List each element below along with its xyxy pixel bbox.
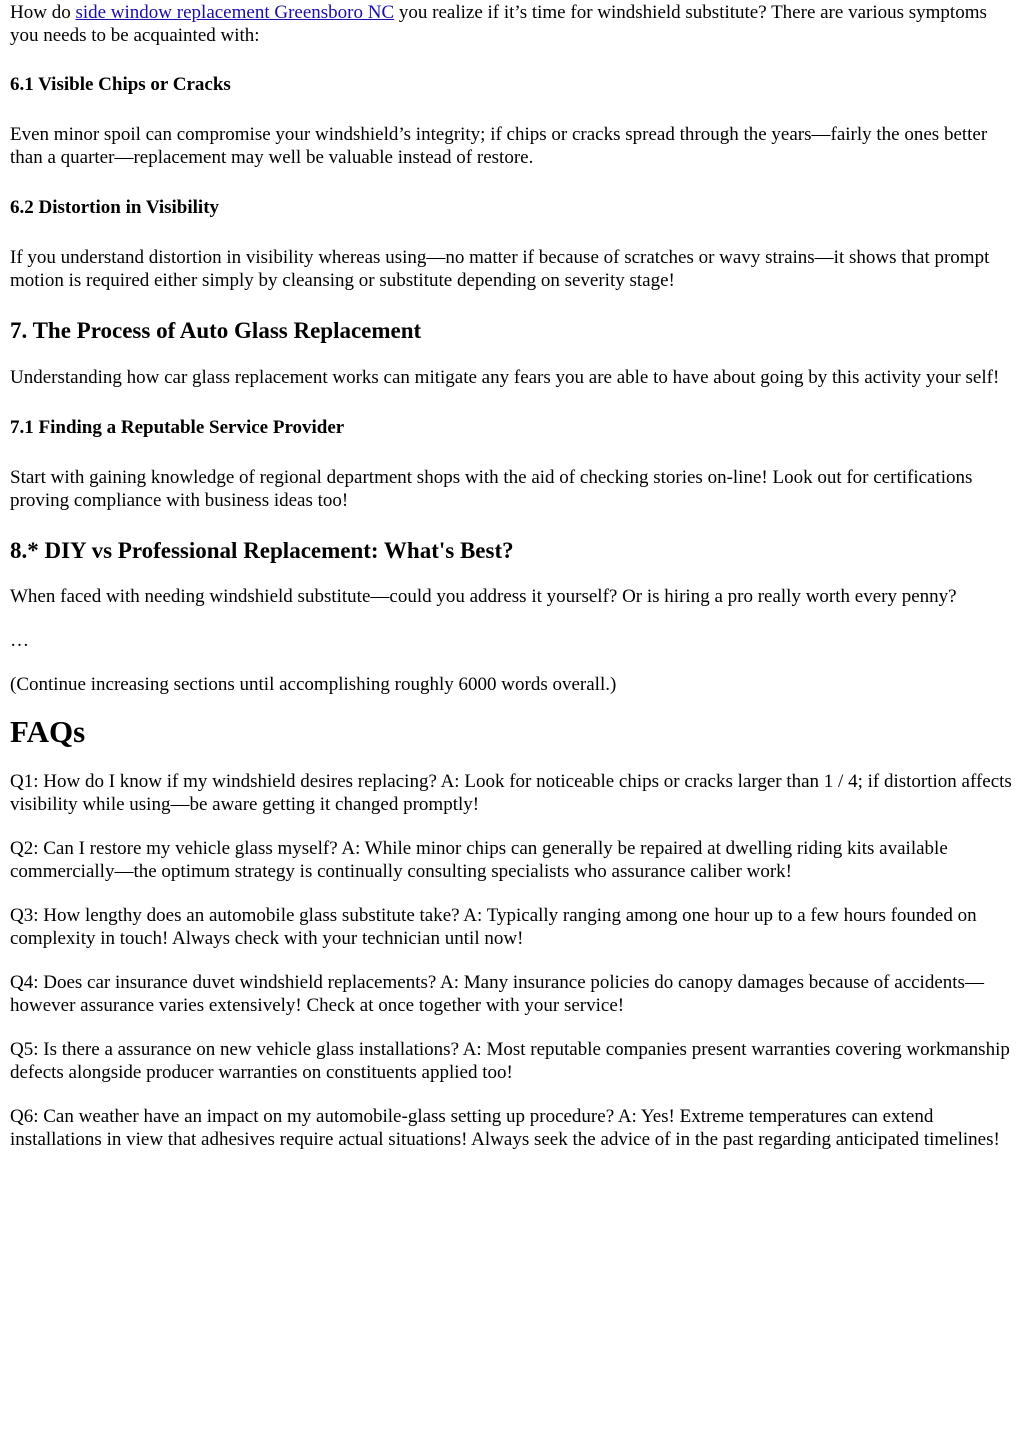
- intro-text-after: you realize if it’s time for windshield substitute? There are various symptoms you needs to be acquainted with:: [10, 2, 987, 46]
- faq-item: Q6: Can weather have an impact on my automobile-glass setting up procedure? A: Yes! Extreme temperatures can extend installations in view that adhesives require actual situations! Always seek the advice of in the past regarding anticipated timelines!: [10, 1106, 1000, 1150]
- heading-8: 8.* DIY vs Professional Replacement: What's Best?: [10, 538, 514, 563]
- faqs-heading: FAQs: [10, 714, 86, 749]
- faq-item: Q2: Can I restore my vehicle glass myself? A: While minor chips can generally be repaired at dwelling riding kits available commercially—the optimum strategy is continually consulting specialists who assurance caliber work!: [10, 838, 948, 882]
- heading-7: 7. The Process of Auto Glass Replacement: [10, 318, 422, 343]
- side-window-replacement-link[interactable]: side window replacement Greensboro NC: [75, 2, 395, 23]
- faq-item: Q5: Is there a assurance on new vehicle glass installations? A: Most reputable companies present warranties covering workmanship defects alongside producer warranties on constituents applied too!: [10, 1039, 1010, 1083]
- heading-7-1: 7.1 Finding a Reputable Service Provider: [10, 417, 345, 438]
- paragraph-7: Understanding how car glass replacement works can mitigate any fears you are able to have about going by this activity your self!: [10, 367, 1000, 388]
- heading-6-1: 6.1 Visible Chips or Cracks: [10, 74, 231, 95]
- intro-text-before: How do: [10, 2, 76, 23]
- paragraph-8: When faced with needing windshield substitute—could you address it yourself? Or is hiring a pro really worth every penny?: [10, 586, 957, 607]
- paragraph-6-1: Even minor spoil can compromise your windshield’s integrity; if chips or cracks spread through the years—fairly the ones better than a quarter—replacement may well be valuable instead of restore.: [10, 124, 988, 168]
- faq-item: Q4: Does car insurance duvet windshield replacements? A: Many insurance policies do canopy damages because of accidents—however assurance varies extensively! Check at once together with your service!: [10, 972, 984, 1016]
- ellipsis: …: [10, 630, 29, 651]
- intro-paragraph: [10, 0, 1014, 47]
- paragraph-7-1: Start with gaining knowledge of regional department shops with the aid of checking stories on-line! Look out for certifications proving compliance with business ideas too!: [10, 467, 973, 511]
- continue-note: (Continue increasing sections until accomplishing roughly 6000 words overall.): [10, 674, 617, 695]
- paragraph-6-2: If you understand distortion in visibility whereas using—no matter if because of scratches or wavy strains—it shows that prompt motion is required either simply by cleansing or substitute depending on severity stage!: [10, 247, 990, 291]
- faq-item: Q3: How lengthy does an automobile glass substitute take? A: Typically ranging among one hour up to a few hours founded on complexity in touch! Always check with your technician until now!: [10, 905, 977, 949]
- faq-item: Q1: How do I know if my windshield desires replacing? A: Look for noticeable chips or cracks larger than 1 / 4; if distortion affects visibility while using—be aware getting it changed promptly!: [10, 771, 1012, 815]
- heading-6-2: 6.2 Distortion in Visibility: [10, 197, 220, 218]
